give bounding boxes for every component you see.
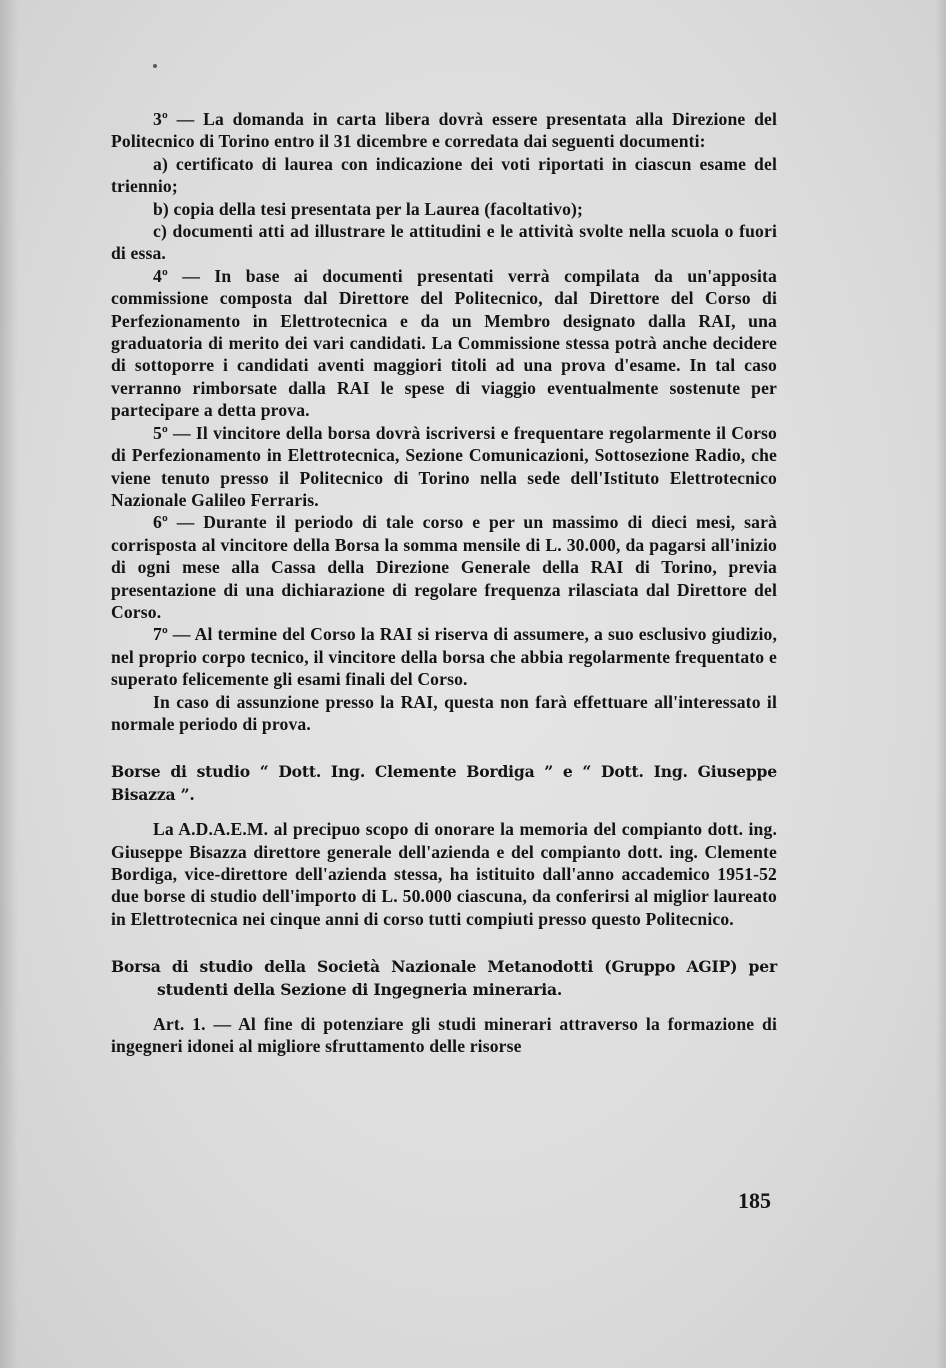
paragraph-art-1: Art. 1. — Al fine di potenziare gli studi minerari attraverso la formazione di ingegneri idonei al migliore sfruttamento delle risorse	[111, 1014, 777, 1057]
section-heading-metanodotti: Borsa di studio della Società Nazionale Metanodotti (Gruppo AGIP) per studenti della Sezione di Ingegneria mineraria.	[111, 957, 777, 999]
section-heading-bordiga-bisazza: Borse di studio “ Dott. Ing. Clemente Bordiga ” e “ Dott. Ing. Giuseppe Bisazza ”.	[111, 762, 777, 804]
paragraph-item-3b: b) copia della tesi presentata per la Laurea (facoltativo);	[153, 198, 584, 219]
body-text	[111, 108, 777, 1058]
paragraph-item-3: 3º — La domanda in carta libera dovrà essere presentata alla Direzione del Politecnico di Torino entro il 31 dicembre e corredata dai seguenti documenti:	[111, 109, 777, 152]
print-speck	[153, 64, 157, 68]
paragraph-adaem: La A.D.A.E.M. al precipuo scopo di onorare la memoria del compianto dott. ing. Giuseppe Bisazza direttore generale dell'azienda e del compianto dott. ing. Clemente Bordiga, vice-direttore dell'azienda stessa, ha istituito dall'anno accademico 1951-52 due borse di studio dell'importo di L. 50.000 ciascuna, da conferirsi al miglior laureato in Elettrotecnica nei cinque anni di corso tutti compiuti presso questo Politecnico.	[111, 819, 777, 929]
paragraph-item-6: 6º — Durante il periodo di tale corso e per un massimo di dieci mesi, sarà corrisposta al vincitore della Borsa la somma mensile di L. 30.000, da pagarsi all'inizio di ogni mese alla Cassa della Direzione Generale della RAI di Torino, previa presentazione di una dichiarazione di regolare frequenza rilasciata dal Direttore del Corso.	[111, 512, 777, 622]
section-gap	[111, 930, 777, 956]
paragraph-item-5: 5º — Il vincitore della borsa dovrà iscriversi e frequentare regolarmente il Corso di Perfezionamento in Elettrotecnica, Sezione Comunicazioni, Sottosezione Radio, che viene tenuto presso il Politecnico di Torino nella sede dell'Istituto Elettrotecnico Nazionale Galileo Ferraris.	[111, 422, 777, 510]
page-shadow-left	[0, 0, 18, 1368]
paragraph-item-3a: a) certificato di laurea con indicazione dei voti riportati in ciascun esame del triennio;	[111, 153, 777, 197]
page-shadow-right	[936, 0, 946, 1368]
page-number: 185	[738, 1188, 771, 1213]
paragraph-item-7-followup: In caso di assunzione presso la RAI, questa non farà effettuare all'interessato il normale periodo di prova.	[111, 691, 777, 734]
paragraph-item-4: 4º — In base ai documenti presentati verrà compilata da un'apposita commissione composta dal Direttore del Politecnico, dal Direttore del Corso di Perfezionamento in Elettrotecnica e da un Membro designato dalla RAI, una graduatoria di merito dei vari candidati. La Commissione stessa potrà anche decidere di sottoporre i candidati aventi maggiori titoli ad una prova d'esame. In tal caso verranno rimborsate dalla RAI le spese di viaggio eventualmente sostenute per partecipare a detta prova.	[111, 265, 777, 421]
section-gap	[111, 735, 777, 761]
paragraph-item-3c: c) documenti atti ad illustrare le attitudini e le attività svolte nella scuola o fuori di essa.	[111, 221, 777, 264]
paragraph-item-7: 7º — Al termine del Corso la RAI si riserva di assumere, a suo esclusivo giudizio, nel proprio corpo tecnico, il vincitore della borsa che abbia regolarmente frequentato e superato felicemente gli esami finali del Corso.	[111, 624, 777, 690]
